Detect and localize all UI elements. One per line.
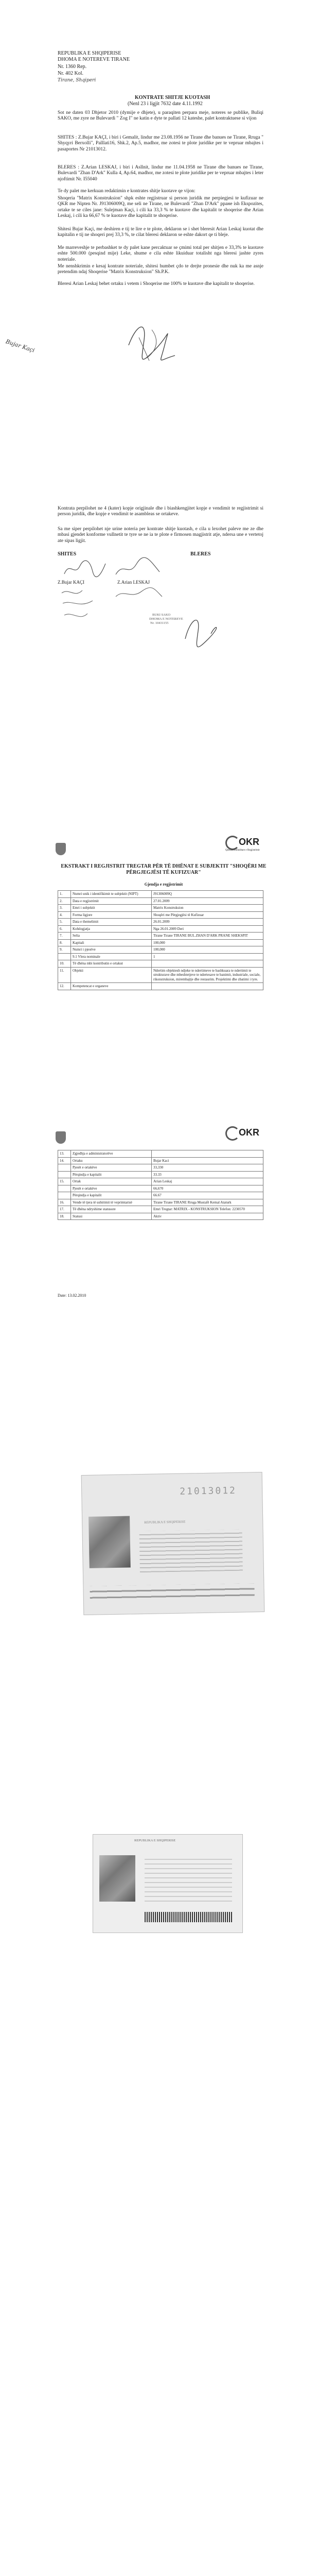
row-value: Tirane Tirane TIRANE Rruga Mustafë Kemal Ataturk — [152, 1199, 263, 1206]
row-value: Tirane Tirane TIRANE BUL.ZHAN D'ARK PRANE SHEKSPIT — [152, 933, 263, 940]
row-label: Numri i pjesëve — [71, 946, 152, 954]
id-card-barcode — [145, 1912, 232, 1922]
extract-table — [58, 890, 263, 990]
row-number: 5. — [58, 919, 71, 926]
buyer-name: Z.Arian LESKAJ — [117, 580, 150, 585]
row-number: 10. — [58, 960, 71, 968]
stamp-line-1: BUKI SAKO — [152, 613, 171, 617]
page-1 — [0, 0, 319, 392]
extract-table-2 — [58, 1150, 263, 1220]
row-value: Arian Leskaj — [152, 1178, 263, 1185]
row-value: 66.67 — [152, 1192, 263, 1199]
row-number: 11. — [58, 967, 71, 983]
row-number: 17. — [58, 1206, 71, 1213]
row-label: Të dhëna ndryshime statusore — [71, 1206, 152, 1213]
page2-paragraph-copies: Kontrata perpilohet ne 4 (kater) kopje origjinale dhe i biashkengjitet kopje e vendimit te regjistrimit si person juridik, dhe kopje e vendimit te asambleas se ortakeve. — [58, 506, 263, 517]
okr-logo-text: OKR — [239, 837, 259, 847]
okr-logo-2 — [225, 1126, 267, 1142]
header-line-2: DHOMA E NOTEREVE TIRANE — [58, 57, 130, 62]
row-label: Kohëzgjatja — [71, 925, 152, 933]
row-number: 1. — [58, 891, 71, 898]
seller-label: SHITES — [58, 551, 77, 557]
table-row — [58, 967, 263, 983]
row-label: Pjesët e ortakëve — [71, 1164, 152, 1172]
page-3 — [0, 752, 319, 1025]
row-number: 2. — [58, 897, 71, 905]
header-line-5: Tirane, Shqiperi — [58, 78, 96, 83]
row-label: Objekti — [71, 967, 152, 983]
row-label: Statusi — [71, 1213, 152, 1220]
table-row — [58, 925, 263, 933]
table-row — [58, 1164, 263, 1172]
contract-subtitle: (Nenl 23 i ligjit 7632 date 4.11.1992 — [128, 101, 203, 107]
buyer-signature — [113, 556, 165, 580]
row-number — [58, 1164, 71, 1172]
row-number — [58, 1185, 71, 1192]
row-value: 27.01.2009 — [152, 897, 263, 905]
row-number: 3. — [58, 905, 71, 912]
buyer-handwritten-name — [113, 586, 165, 602]
table-row — [58, 1213, 263, 1220]
paragraph-price: Me marreveshje te perbashket te dy palet kane percaktuar se çmimi total per shitjen e 33,3% te kuotave eshte 500.000 (pesqind mije) Leke, shume e cila eshte likuiduar totalisht nga bleresi jashte zyres noteriale. — [58, 245, 263, 262]
table-row — [58, 1157, 263, 1164]
okr-logo-subtext: Qendra Kombëtare e Regjistrimit — [225, 849, 260, 852]
stamp-line-2: DHOMA E NOTEREVE — [149, 617, 183, 621]
okr-logo-text-2: OKR — [239, 1127, 259, 1138]
row-number: 16. — [58, 1199, 71, 1206]
row-label: Vende të tjera të ushtrimit të veprimtarisë — [71, 1199, 152, 1206]
table-row — [58, 1192, 263, 1199]
table-row — [58, 953, 263, 960]
row-number: 13. — [58, 1150, 71, 1158]
extract-date: Date: 13.02.2010 — [58, 1293, 86, 1298]
row-label: Kapitali — [71, 939, 152, 946]
row-label: Numri unik i identifikimit te subjektit (NIPT) — [71, 891, 152, 898]
row-number — [58, 953, 71, 960]
page-6 — [0, 1834, 319, 2576]
row-label: Pjesët e ortakëve — [71, 1185, 152, 1192]
row-value: 33.33 — [152, 1171, 263, 1178]
row-value: Emri Tregtar: MATRIX - KONSTRUKSION Telefon: 2230570 — [152, 1206, 263, 1213]
id-card-photo — [99, 1855, 135, 1902]
passport-photo — [88, 1516, 131, 1568]
passport-mrz — [90, 1583, 254, 1602]
table-row — [58, 1171, 263, 1178]
paragraph-sole-owner: Bleresi Arian Leskaj behet ortaku i vetem i Shoqerise me 100% te kuotave dhe kapitalit te shoqerise. — [58, 281, 255, 286]
row-number: 7. — [58, 933, 71, 940]
table-row — [58, 911, 263, 919]
row-label: Forma ligjore — [71, 911, 152, 919]
paragraph-sale: Shitesi Bujar Kaçi, me deshiren e tij te lire e te plote, deklaron se i shet bleresit Arian Leskaj kuotat dhe kapitalin e tij ne shoqeri prej 33,3 %, te cilat bleresi deklaron se eshte dakort qe ti bleje. — [58, 227, 263, 238]
row-number: 18. — [58, 1213, 71, 1220]
table-row — [58, 897, 263, 905]
page-5 — [0, 1473, 319, 1834]
row-number — [58, 1192, 71, 1199]
table-row — [58, 1150, 263, 1158]
id-card-text-block — [145, 1855, 232, 1902]
paragraph-intro: Sot ne daten 03 Dhjetor 2010 (dymije e dhjete), u paraqiten perpara meje, noteres se publike, Buliqi SAKO, me zyre ne Bulevardi " Zog I" ne katin e dyte te pallati 12 kateshe, palet kontraktuese si vijon — [58, 110, 263, 122]
row-label: Data e themelimit — [71, 919, 152, 926]
passport-number: 21013012 — [180, 1485, 237, 1497]
passport-text-block — [139, 1530, 243, 1572]
row-label: Ortaku — [71, 1157, 152, 1164]
row-value: 100,000 — [152, 946, 263, 954]
row-value: 1 — [152, 953, 263, 960]
okr-logo — [225, 836, 267, 856]
okr-logo-mark — [225, 836, 240, 850]
margin-note: Bujar Kaçi — [5, 338, 36, 354]
buyer-label: BLERES — [190, 551, 211, 557]
paragraph-seller: SHITES : Z.Bujar KAÇI, i biri i Gemalit, lindur me 23.08.1956 ne Tirane dhe banues ne Tirane, Rruga " Shyqyri Berxolli", Palllati16, Shk.2, Ap.5, madhor, me zotesi te plote juridike per te vepruar mbajtes i pasaportes Nr 21013012. — [58, 135, 263, 152]
row-number: 15. — [58, 1178, 71, 1185]
passport-scan — [81, 1472, 265, 1615]
coat-of-arms-icon-2 — [56, 1131, 66, 1144]
table-row — [58, 960, 263, 968]
row-number — [58, 1171, 71, 1178]
table-row — [58, 946, 263, 954]
seller-handwritten-name — [57, 585, 108, 626]
row-label: Të dhëna mbi kontributin e ortakut — [71, 960, 152, 968]
row-label: Përqindja e kapitalit — [71, 1192, 152, 1199]
row-number: 8. — [58, 939, 71, 946]
row-value: Aktiv — [152, 1213, 263, 1220]
row-label: Zgjedhja e administratorëve — [71, 1150, 152, 1158]
row-label: Përqindja e kapitalit — [71, 1171, 152, 1178]
table-row — [58, 1206, 263, 1213]
row-value — [152, 960, 263, 968]
seller-signature — [62, 558, 108, 579]
row-label: Ortak — [71, 1178, 152, 1185]
row-value: Ndertim objektesh ndjeke te ndertimeve te bashkuara te ndertimit te strukturave dhe mbeshtetjeve te ndertesave te banimit, industriale, sociale, rikonstruksion, mirembajtje dhe restaurim. Projektimi dhe zbatimi i tyre. — [152, 967, 263, 983]
paragraph-ownership: Me nenshkrimin e kesaj kontrate noteriale, shitesi humbet çdo te drejte pronesie dhe nuk ka me asnje pretendim ndaj Shoqerise "Matrix Konstruksion" Sh.P.K. — [58, 264, 263, 275]
table-row — [58, 933, 263, 940]
passport-watermark: REPUBLIKA E SHQIPERISE — [144, 1520, 186, 1524]
row-value — [152, 1150, 263, 1158]
notary-signature-2 — [175, 608, 221, 654]
extract-heading: EKSTRAKT I REGJISTRIT TREGTAR PËR TË DHËNAT E SUBJEKTIT "SHOQËRI ME PËRGJEGJËSI TË KUFIZUAR" — [61, 863, 267, 875]
row-value: 66,670 — [152, 1185, 263, 1192]
row-value: 26.01.2009 — [152, 919, 263, 926]
paragraph-company: Shoqeria "Matrix Konstruksion" shpk eshte regjistruar si person juridik me perpiegjesi te kufizuar ne QKR me Nipten Nr. J91306009Q, me seli ne Tirane, ne Bulevardi "Zhan D'Ark" pране ish Ekspozites, ortake te se ciles jane: Sulejman Kaçi, i cili ka 33,3 % te kuotave dhe kapitalit te shoqerise dhe Arian Leskaj, i cili ka 66,67 % te kuotave dhe kapitalit te shoqerise. — [58, 196, 263, 219]
row-value: Nga 26.01.2009 Deri — [152, 925, 263, 933]
row-number: 9. — [58, 946, 71, 954]
table-row — [58, 1178, 263, 1185]
row-number: 12. — [58, 983, 71, 990]
table-row — [58, 939, 263, 946]
header-line-3: Nr. 1360 Rep. — [58, 64, 87, 70]
table-row — [58, 983, 263, 990]
row-value: 33,330 — [152, 1164, 263, 1172]
row-value — [152, 983, 263, 990]
okr-logo-mark-2 — [225, 1126, 240, 1141]
row-value: Matrix Konstruksion — [152, 905, 263, 912]
coat-of-arms-icon — [56, 843, 66, 855]
page2-paragraph-reading: Sa me siper perpilohet nje urine noteria per kontrate shitje kuotash, e cila u lexohet paleve me ze dhe mbasi gjendet konforme vullnetit te tyre se ne ia te plote e firmosen magjistrit atje, ndersa une e vertetoj ate sipas ligjit. — [58, 527, 263, 544]
paragraph-request: Te dy palet me kerkuan redaktimin e kontrates shitje kuotave qe vijon: — [58, 189, 196, 194]
seller-name: Z.Bujar KAÇI — [58, 580, 84, 585]
table-row — [58, 919, 263, 926]
row-label: Kompetencat e organeve — [71, 983, 152, 990]
row-value: Bujar Kaci — [152, 1157, 263, 1164]
extract-section-title: Gjendja e regjistrimit — [144, 882, 183, 887]
row-number: 4. — [58, 911, 71, 919]
header-line-1: REPUBLIKA E SHQIPERISE — [58, 50, 121, 56]
row-number: 14. — [58, 1157, 71, 1164]
table-row — [58, 1199, 263, 1206]
contract-title: KONTRATE SHITJE KUOTASH — [135, 95, 210, 100]
row-value: J91306009Q — [152, 891, 263, 898]
notary-signature — [108, 309, 190, 371]
stamp-line-3: Nr. 10431155 — [150, 621, 169, 625]
table-row — [58, 891, 263, 898]
table-row — [58, 1185, 263, 1192]
row-label: Data e regjistrimit — [71, 897, 152, 905]
table-row — [58, 905, 263, 912]
id-card-label: REPUBLIKA E SHQIPERISE — [134, 1839, 176, 1842]
page-4 — [0, 1113, 319, 1319]
row-value: Shoqëri me Përgjegjësi të Kufizuar — [152, 911, 263, 919]
header-line-4: Nr. 402 Kol. — [58, 71, 83, 76]
row-label: Selia — [71, 933, 152, 940]
row-number: 6. — [58, 925, 71, 933]
paragraph-buyer: BLERES : Z.Arian LESKAJ, i biri i Asllnit, lindur me 11.04.1958 ne Tirane dhe banues ne Tirane, Bulevardi "Zhan D'Ark" Kulla 4, Ap.64, madhor, me zotesi te plote juridike per te vepruar mbajtes i leter njoftimit Nr. I55040 — [58, 165, 263, 182]
row-label: 9.1 Vlera nominale — [71, 953, 152, 960]
id-card-scan — [93, 1834, 243, 1933]
row-label: Emri i subjektit — [71, 905, 152, 912]
page-2 — [0, 392, 319, 701]
row-value: 100,000 — [152, 939, 263, 946]
